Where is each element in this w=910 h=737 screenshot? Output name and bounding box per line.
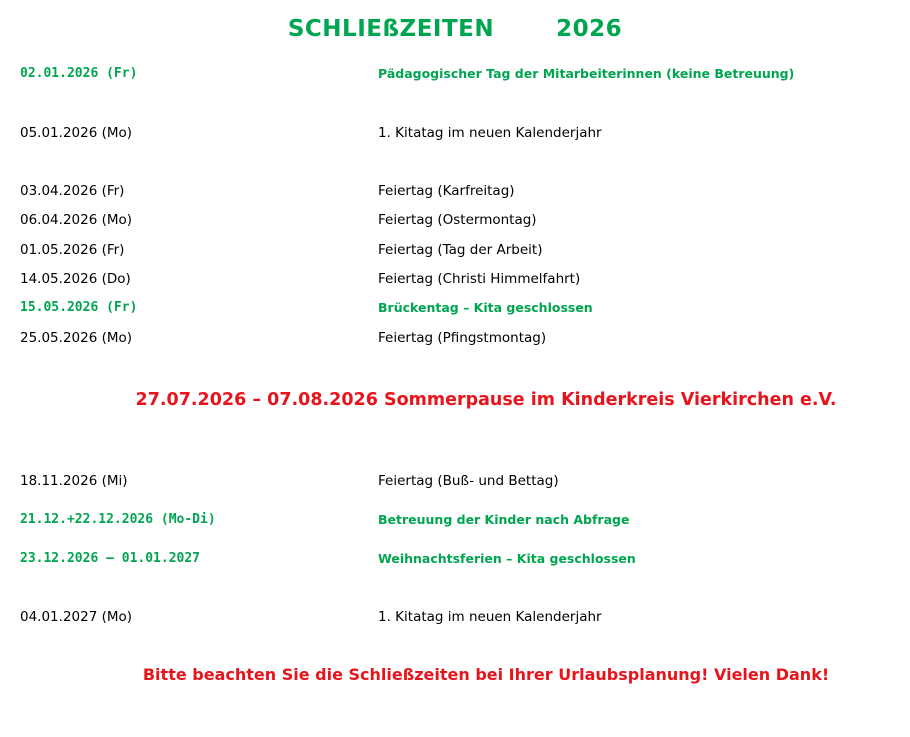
- entry-description: Feiertag (Ostermontag): [378, 212, 537, 228]
- entry-description: Feiertag (Buß- und Bettag): [378, 473, 559, 489]
- entry-row: [0, 181, 910, 201]
- entry-date: 23.12.2026 – 01.01.2027: [20, 551, 201, 566]
- title-year: 2026: [556, 16, 623, 42]
- entry-description: Pädagogischer Tag der Mitarbeiterinnen (keine Betreuung): [378, 66, 795, 81]
- summer-break-notice: 27.07.2026 – 07.08.2026 Sommerpause im Kinderkreis Vierkirchen e.V.: [135, 390, 837, 410]
- entry-description: Feiertag (Tag der Arbeit): [378, 242, 543, 258]
- entry-description: Feiertag (Christi Himmelfahrt): [378, 271, 581, 287]
- entry-date: 01.05.2026 (Fr): [20, 242, 125, 258]
- entry-row: [0, 298, 910, 318]
- entry-row: [0, 328, 910, 348]
- entry-row: [0, 210, 910, 230]
- entry-date: 25.05.2026 (Mo): [20, 330, 133, 346]
- entry-date: 15.05.2026 (Fr): [20, 300, 138, 315]
- entry-row: [0, 549, 910, 569]
- entry-date: 18.11.2026 (Mi): [20, 473, 128, 489]
- entry-date: 02.01.2026 (Fr): [20, 66, 138, 81]
- entry-date: 05.01.2026 (Mo): [20, 125, 133, 141]
- entry-description: 1. Kitatag im neuen Kalenderjahr: [378, 609, 602, 625]
- entry-row: [0, 510, 910, 530]
- entry-description: Brückentag – Kita geschlossen: [378, 300, 593, 315]
- entry-row: [0, 471, 910, 491]
- entry-date: 06.04.2026 (Mo): [20, 212, 133, 228]
- entry-description: Feiertag (Pfingstmontag): [378, 330, 547, 346]
- entry-date: 14.05.2026 (Do): [20, 271, 131, 287]
- entry-description: 1. Kitatag im neuen Kalenderjahr: [378, 125, 602, 141]
- entry-row: [0, 240, 910, 260]
- entry-row: [0, 607, 910, 627]
- entry-date: 21.12.+22.12.2026 (Mo-Di): [20, 512, 216, 527]
- entry-row: [0, 123, 910, 143]
- title-text: SCHLIEßZEITEN: [287, 16, 495, 42]
- entry-row: [0, 269, 910, 289]
- vacation-planning-notice: Bitte beachten Sie die Schließzeiten bei Ihrer Urlaubsplanung! Vielen Dank!: [142, 665, 830, 684]
- entry-description: Weihnachtsferien – Kita geschlossen: [378, 551, 636, 566]
- entry-description: Feiertag (Karfreitag): [378, 183, 515, 199]
- entry-date: 04.01.2027 (Mo): [20, 609, 133, 625]
- page-title: [0, 16, 910, 42]
- entry-date: 03.04.2026 (Fr): [20, 183, 125, 199]
- entry-row: [0, 64, 910, 84]
- entry-description: Betreuung der Kinder nach Abfrage: [378, 512, 630, 527]
